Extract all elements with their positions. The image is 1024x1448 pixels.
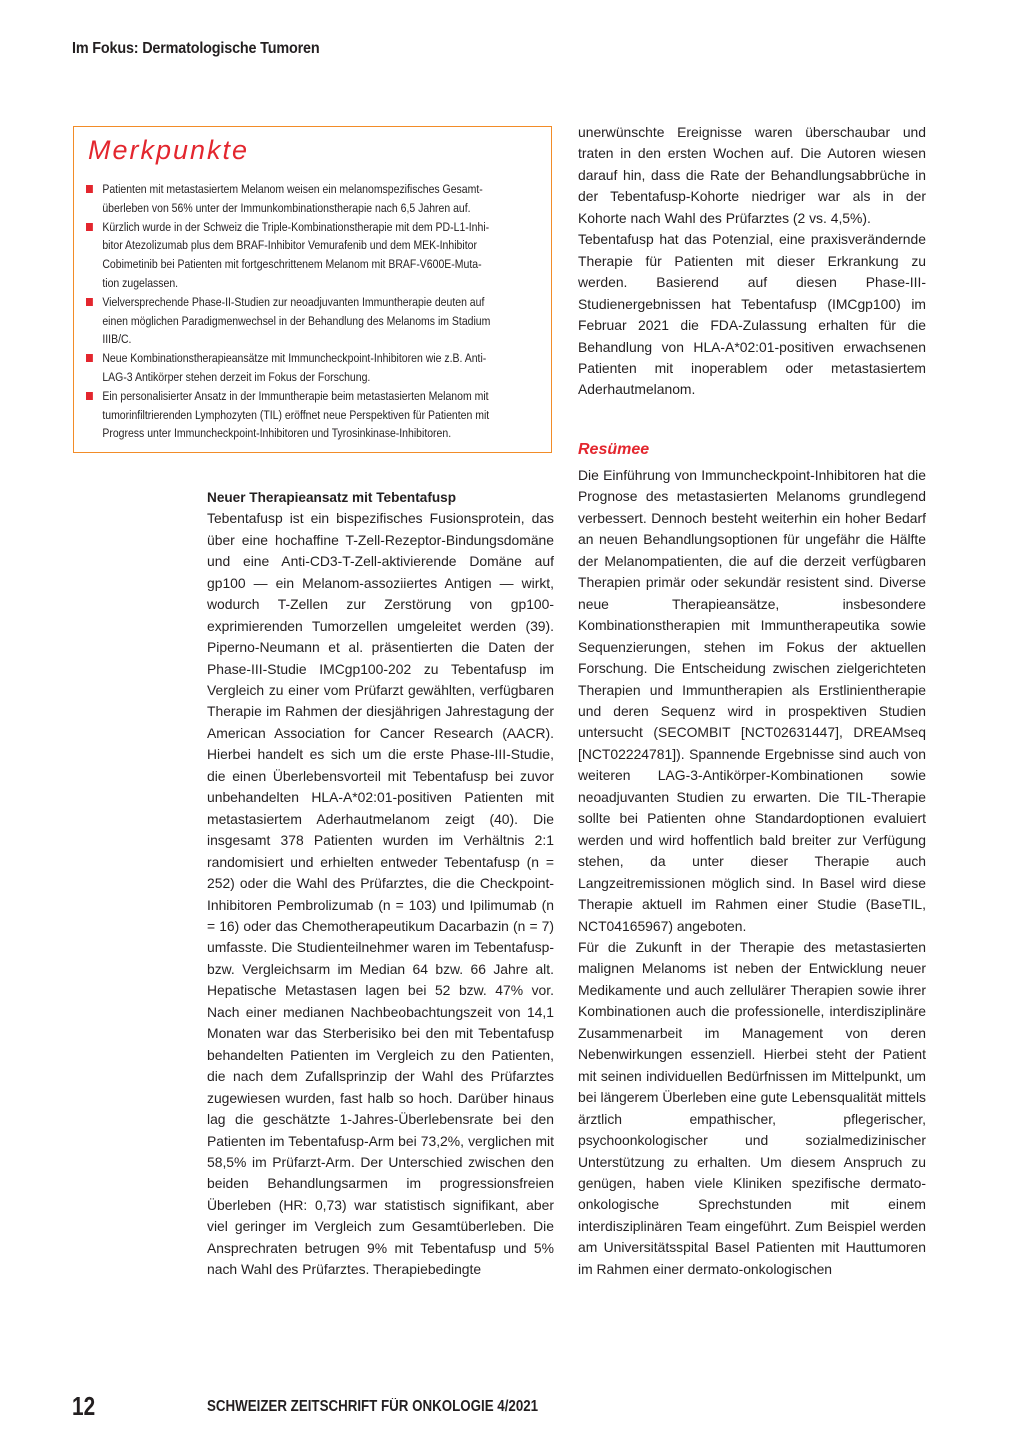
body-paragraph: unerwünschte Ereignisse waren überschaubar und traten in den ersten Wochen auf. Die Autoren wiesen darauf hin, dass die Rate der Behandlungsabbrüche in der Tebentafusp-Kohorte niedriger war als in der Kohorte nach Wahl des Prüfarztes (2 vs. 4,5%). xyxy=(578,124,926,226)
article-column-right-bottom xyxy=(578,465,926,1280)
body-paragraph: Für die Zukunft in der Therapie des metastasierten malignen Melanoms ist neben der Entwicklung neuer Medikamente und auch zellulärer Therapien sowie ihrer Kombinationen auch die professionelle, interdisziplinäre Zusammenarbeit im Management von deren Nebenwirkungen essenziell. Hierbei steht der Patient mit seinen individuellen Bedürfnissen im Mittelpunkt, um bei längerem Überleben eine gute Lebensqualität mittels ärztlich empathischer, pflegerischer, psychoonkologischer und sozialmedizinischer Unterstützung zu erhalten. Um diesem Anspruch zu genügen, haben viele Kliniken spezifische dermato-onkologische Sprechstunden mit einem interdisziplinären Team eingeführt. Zum Beispiel werden am Universitätsspital Basel Patienten mit Hauttumoren im Rahmen einer dermato-onkologischen xyxy=(578,938,926,1277)
square-bullet-icon xyxy=(86,223,93,231)
section-heading-resumee: Resümee xyxy=(578,441,650,458)
square-bullet-icon xyxy=(86,185,93,193)
key-point-item: Vielversprechende Phase-II-Studien zur neoadjuvanten Immuntherapie deuten auf einen möglichen Paradigmenwechsel in der Behandlung des Melanoms im Stadium IIIB/C. xyxy=(86,293,550,349)
square-bullet-icon xyxy=(86,392,93,400)
key-points-title: Merkpunkte xyxy=(88,135,250,165)
article-column-right-top xyxy=(578,122,926,401)
key-points-box xyxy=(73,126,552,453)
journal-title: SCHWEIZER ZEITSCHRIFT FÜR ONKOLOGIE 4/2021 xyxy=(207,1398,539,1415)
key-point-item: Patienten mit metastasiertem Melanom weisen ein melanomspezifisches Gesamt- überleben von 56% unter der Immunkombinationstherapie nach 6,5 Jahren auf. xyxy=(86,180,550,218)
key-points-list xyxy=(86,180,556,443)
page-number: 12 xyxy=(72,1391,96,1421)
running-header: Im Fokus: Dermatologische Tumoren xyxy=(72,40,320,57)
key-point-item: Ein personalisierter Ansatz in der Immuntherapie beim metastasierten Melanom mit tumorinfiltrierenden Lymphozyten (TIL) eröffnet neue Perspektiven für Patienten mit Progress unter Immuncheckpoint-Inhibitoren und Tyrosinkinase-Inhibitoren. xyxy=(86,387,550,443)
square-bullet-icon xyxy=(86,298,93,306)
key-point-item: Kürzlich wurde in der Schweiz die Triple-Kombinationstherapie mit dem PD-L1-Inhi- bitor Atezolizumab plus dem BRAF-Inhibitor Vemurafenib und dem MEK-Inhibitor Cobimetinib bei Patienten mit fortgeschrittenem Melanom mit BRAF-V600E-Muta- tion zugelassen. xyxy=(86,218,550,293)
section-heading-tebentafusp: Neuer Therapieansatz mit Tebentafusp xyxy=(207,490,457,505)
body-paragraph: Tebentafusp hat das Potenzial, eine praxisverändernde Therapie für Patienten mit dieser Erkrankung zu werden. Basierend auf diesen Phase-III-Studienergebnissen hat Tebentafusp (IMCgp100) im Februar 2021 die FDA-Zulassung erhalten für die Behandlung von HLA-A*02:01-positiven erwachsenen Patienten mit inoperablem oder metastasiertem Aderhautmelanom. xyxy=(578,231,926,398)
key-point-item: Neue Kombinationstherapieansätze mit Immuncheckpoint-Inhibitoren wie z.B. Anti- LAG-3 Antikörper stehen derzeit im Fokus der Forschung. xyxy=(86,349,550,387)
body-paragraph: Die Einführung von Immuncheckpoint-Inhibitoren hat die Prognose des metastasierten Melanoms grundlegend verbessert. Dennoch besteht weiterhin ein hoher Bedarf an neuen Behandlungsoptionen für ungefähr die Hälfte der Melanompatienten, die auf die derzeit verfügbaren Therapien primär oder sekundär resistent sind. Diverse neue Therapieansätze, insbesondere Kombinationstherapien mit Immuntherapeutika sowie Sequenzierungen, stehen im Fokus der aktuellen Forschung. Die Entscheidung zwischen zielgerichteten Therapien und Immuntherapien als Erstlinientherapie und deren Sequenz wird in prospektiven Studien untersucht (SECOMBIT [NCT02631447], DREAMseq [NCT02224781]). Spannende Ergebnisse sind auch von weiteren LAG-3-Antikörper-Kombinationen sowie neoadjuvanten Studien zu erwarten. Die TIL-Therapie sollte bei Patienten ohne Standardoptionen evaluiert werden und wird hoffentlich bald breiter zur Verfügung stehen, da unter dieser Therapie auch Langzeitremissionen möglich sind. In Basel wird diese Therapie aktuell im Rahmen einer Studie (BaseTIL, NCT04165967) angeboten. xyxy=(578,467,926,934)
square-bullet-icon xyxy=(86,354,93,362)
body-paragraph: Tebentafusp ist ein bispezifisches Fusionsprotein, das über eine hochaffine T-Zell-Rezeptor-Bindungsdomäne und eine Anti-CD3-T-Zell-aktivierende Domäne auf gp100 — ein Melanom-assoziiertes Antigen — wirkt, wodurch T-Zellen zur Zerstörung von gp100-exprimierenden Tumorzellen umgeleitet werden (39). Piperno-Neumann et al. präsentierten die Daten der Phase-III-Studie IMCgp100-202 zu Tebentafusp im Vergleich zu einer vom Prüfarzt gewählten, verfügbaren Therapie im Rahmen der diesjährigen Jahrestagung der American Association for Cancer Research (AACR). Hierbei handelt es sich um die erste Phase-III-Studie, die einen Überlebensvorteil mit Tebentafusp bei zuvor unbehandelten HLA-A*02:01-positiven Patienten mit metastasiertem Aderhautmelanom zeigt (40). Die insgesamt 378 Patienten wurden im Verhältnis 2:1 randomisiert und erhielten entweder Tebentafusp (n = 252) oder die Wahl des Prüfarztes, die die Checkpoint-Inhibitoren Pembrolizumab (n = 103) und Ipilimumab (n = 16) oder das Chemotherapeutikum Dacarbazin (n = 7) umfasste. Die Studienteilnehmer waren im Tebentafusp- bzw. Vergleichsarm im Median 64 bzw. 66 Jahre alt. Hepatische Metastasen lagen bei 52 bzw. 47% vor. Nach einer medianen Nachbeobachtungszeit von 14,1 Monaten war das Sterberisiko bei den mit Tebentafusp behandelten Patienten im Vergleich zu den Patienten, die nach dem Zufallsprinzip der Wahl des Prüfarztes zugewiesen wurden, fast halb so hoch. Darüber hinaus lag die geschätzte 1-Jahres-Überlebensrate bei den Patienten im Tebentafusp-Arm bei 73,2%, verglichen mit 58,5% im Prüfarzt-Arm. Der Unterschied zwischen den beiden Behandlungsarmen im progressionsfreien Überleben (HR: 0,73) war statistisch signifikant, aber viel geringer im Vergleich zum Gesamtüberleben. Die Ansprechraten betrugen 9% mit Tebentafusp und 5% nach Wahl des Prüfarztes. Therapiebedingte xyxy=(207,510,554,1278)
article-column-left xyxy=(207,487,554,1281)
